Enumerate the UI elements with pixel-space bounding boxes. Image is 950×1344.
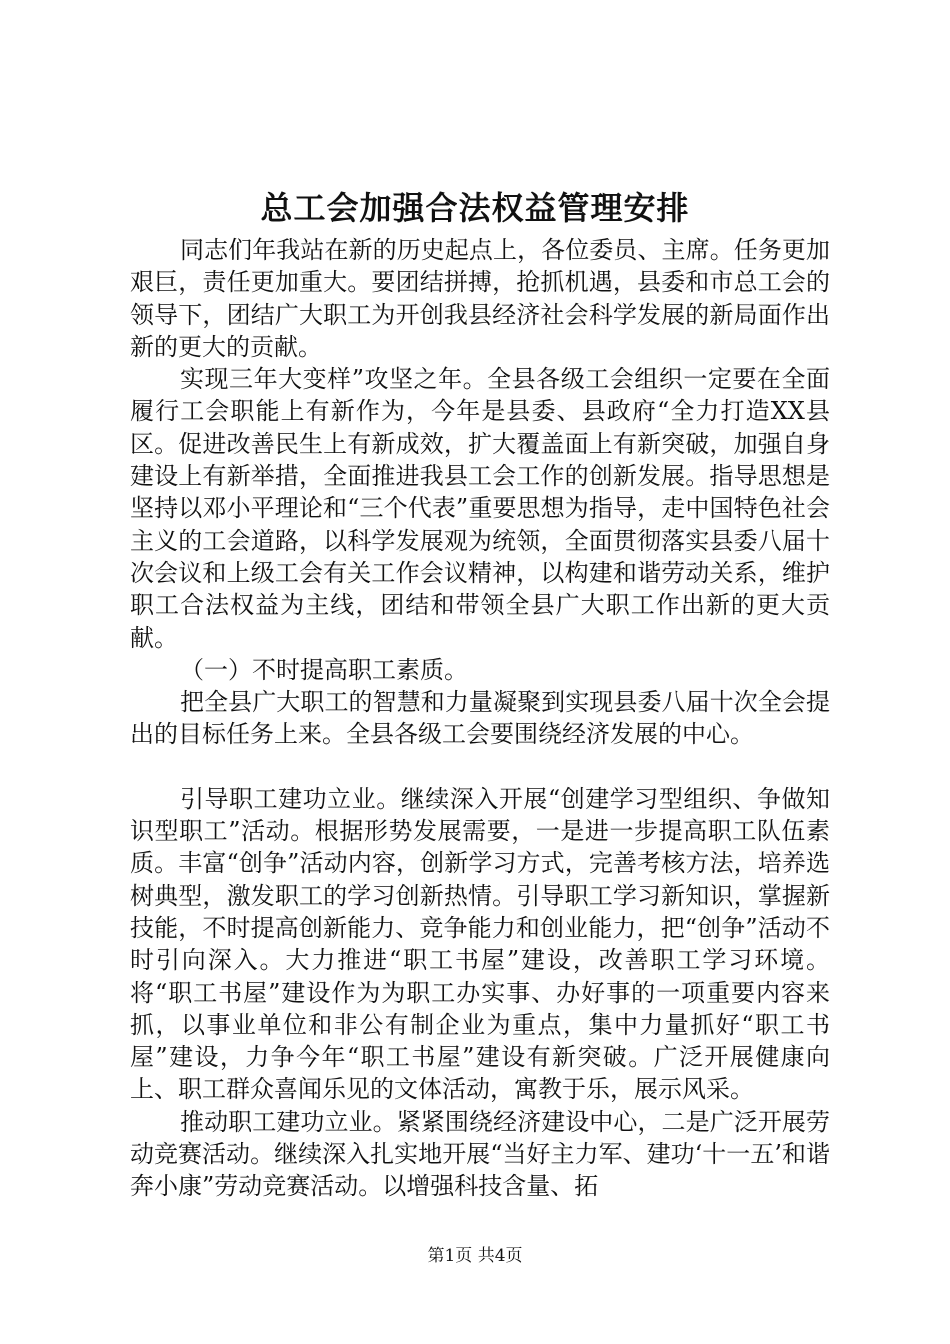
document-body xyxy=(130,234,830,1203)
paragraph-opening: 同志们年我站在新的历史起点上，各位委员、主席。任务更加艰巨，责任更加重大。要团结拼搏，抢抓机遇，县委和市总工会的领导下，团结广大职工为开创我县经济社会科学发展的新局面作出新的更大的贡献。 xyxy=(130,236,830,361)
section-heading-1: （一）不时提高职工素质。 xyxy=(180,655,468,684)
paragraph-labor-competition: 推动职工建功立业。紧紧围绕经济建设中心，二是广泛开展劳动竞赛活动。继续深入扎实地开展“当好主力军、建功‘十一五’和谐奔小康”劳动竞赛活动。以增强科技含量、拓 xyxy=(130,1107,830,1201)
paragraph-unite-workers: 把全县广大职工的智慧和力量凝聚到实现县委八届十次全会提出的目标任务上来。全县各级工会要围绕经济发展的中心。 xyxy=(130,688,830,749)
paragraph-guiding-thought: 实现三年大变样”攻坚之年。全县各级工会组织一定要在全面履行工会职能上有新作为，今年是县委、县政府“全力打造XX县区。促进改善民生上有新成效，扩大覆盖面上有新突破，加强自身建设上有新举措，全面推进我县工会工作的创新发展。指导思想是坚持以邓小平理论和“三个代表”重要思想为指导，走中国特色社会主义的工会道路，以科学发展观为统领，全面贯彻落实县委八届十次会议和上级工会有关工作会议精神，以构建和谐劳动关系，维护职工合法权益为主线，团结和带领全县广大职工作出新的更大贡献。 xyxy=(130,365,830,652)
page-footer: 第1页 共4页 xyxy=(427,1246,523,1266)
document-title: 总工会加强合法权益管理安排 xyxy=(260,189,690,227)
paragraph-guide-workers: 引导职工建功立业。继续深入开展“创建学习型组织、争做知识型职工”活动。根据形势发展需要，一是进一步提高职工队伍素质。丰富“创争”活动内容，创新学习方式，完善考核方法，培养选树典型，激发职工的学习创新热情。引导职工学习新知识，掌握新技能，不时提高创新能力、竞争能力和创业能力，把“创争”活动不时引向深入。大力推进“职工书屋”建设，改善职工学习环境。将“职工书屋”建设作为为职工办实事、办好事的一项重要内容来抓，以事业单位和非公有制企业为重点，集中力量抓好“职工书屋”建设，力争今年“职工书屋”建设有新突破。广泛开展健康向上、职工群众喜闻乐见的文体活动，寓教于乐，展示风采。 xyxy=(130,784,830,1104)
